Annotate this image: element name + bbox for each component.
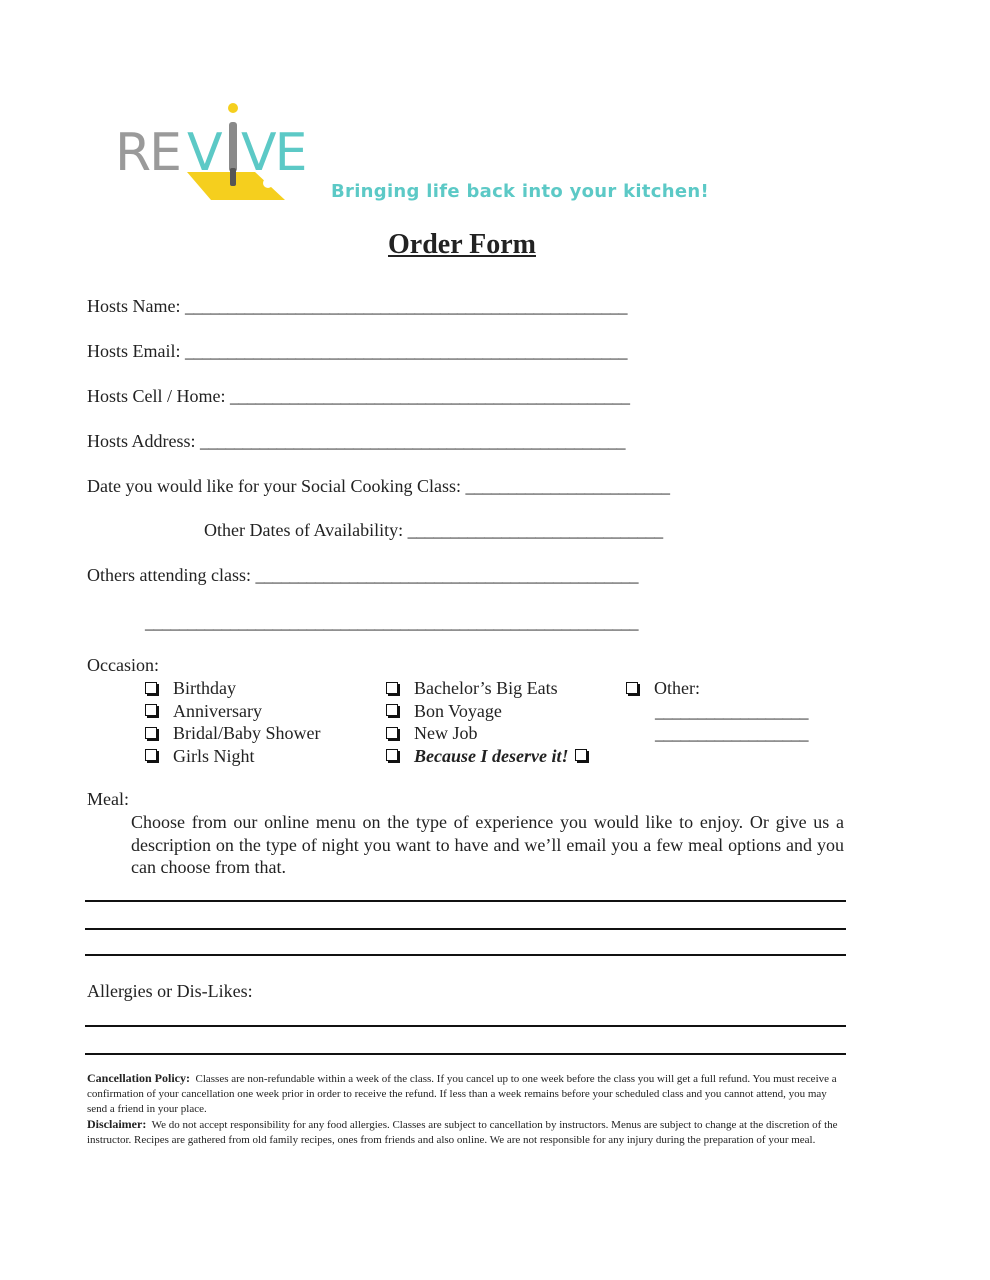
allergies-line-1[interactable] <box>85 1025 846 1027</box>
hosts-phone-field <box>87 386 630 407</box>
checkbox-icon[interactable] <box>145 727 157 739</box>
meal-line-3[interactable] <box>85 954 846 956</box>
occasion-option-bridal-baby-shower[interactable]: Bridal/Baby Shower <box>145 722 320 745</box>
hosts-email-label: Hosts Email: <box>87 341 181 361</box>
occasion-label: Occasion: <box>87 655 159 675</box>
hosts-email-blank[interactable]: ____________________________________________________ <box>185 341 627 361</box>
svg-text:VE: VE <box>241 123 306 183</box>
occasion-option-girls-night[interactable]: Girls Night <box>145 745 320 768</box>
allergies-line-2[interactable] <box>85 1053 846 1055</box>
others-attending-label: Others attending class: <box>87 565 251 585</box>
occasion-option-bon-voyage[interactable]: Bon Voyage <box>386 700 587 723</box>
disclaimer-label: Disclaimer: <box>87 1117 147 1131</box>
allergies-label: Allergies or Dis-Likes: <box>87 981 253 1001</box>
others-attending-field <box>87 565 638 586</box>
checkbox-icon[interactable] <box>575 749 587 761</box>
meal-description: Choose from our online menu on the type of experience you would like to enjoy. Or give us a description on the type of night you want to have and we’ll email you a few meal options and you can choose from that. <box>131 812 844 877</box>
checkbox-icon[interactable] <box>386 749 398 761</box>
occasion-option-anniversary[interactable]: Anniversary <box>145 700 320 723</box>
checkbox-icon[interactable] <box>145 749 157 761</box>
others-attending-blank[interactable]: _____________________________________________ <box>255 565 638 585</box>
meal-line-1[interactable] <box>85 900 846 902</box>
hosts-address-label: Hosts Address: <box>87 431 196 451</box>
checkbox-icon[interactable] <box>145 704 157 716</box>
brand-tagline: Bringing life back into your kitchen! <box>331 181 710 202</box>
hosts-name-blank[interactable]: ____________________________________________________ <box>185 296 627 316</box>
hosts-address-blank[interactable]: __________________________________________________ <box>200 431 626 451</box>
checkbox-icon[interactable] <box>145 682 157 694</box>
page-title: Order Form <box>388 229 536 260</box>
occasion-option-other[interactable]: Other: <box>626 677 808 700</box>
hosts-address-field <box>87 431 625 452</box>
occasion-option-birthday[interactable]: Birthday <box>145 677 320 700</box>
meal-label: Meal: <box>87 789 129 809</box>
occasion-option-bachelors-big-eats[interactable]: Bachelor’s Big Eats <box>386 677 587 700</box>
hosts-name-label: Hosts Name: <box>87 296 181 316</box>
disclaimer <box>87 1117 843 1148</box>
occasion-col-1 <box>145 677 320 767</box>
svg-text:RE: RE <box>115 123 180 183</box>
disclaimer-text: We do not accept responsibility for any food allergies. Classes are subject to cancellation by instructors. Menus are subject to change at the discretion of the instructor. Recipes are gathered from old family recipes, ones from friends and also online. We are not responsible for any injury during the preparation of your meal. <box>87 1119 838 1146</box>
hosts-phone-blank[interactable]: _______________________________________________ <box>230 386 630 406</box>
logo-graphic <box>115 100 320 205</box>
other-dates-field <box>204 520 663 541</box>
revive-logo <box>115 100 320 205</box>
others-attending-blank-2[interactable]: __________________________________________________________ <box>145 612 638 632</box>
class-date-label: Date you would like for your Social Cooking Class: <box>87 476 461 496</box>
hosts-name-field <box>87 296 627 317</box>
checkbox-icon[interactable] <box>386 727 398 739</box>
hosts-phone-label: Hosts Cell / Home: <box>87 386 226 406</box>
other-blank-1[interactable]: __________________ <box>655 700 808 721</box>
cancellation-policy-text: Classes are non-refundable within a week of the class. If you cancel up to one week before the class you will get a full refund. You must receive a confirmation of your cancellation one week prior in order to receive the refund. If less than a week remains before your scheduled class and you cannot attend, you may send a friend in your place. <box>87 1073 837 1115</box>
checkbox-icon[interactable] <box>386 704 398 716</box>
policy-section <box>87 1071 843 1148</box>
occasion-option-because-i-deserve-it[interactable]: Because I deserve it! <box>386 745 587 768</box>
class-date-field <box>87 476 669 497</box>
class-date-blank[interactable]: ________________________ <box>465 476 670 496</box>
meal-line-2[interactable] <box>85 928 846 930</box>
other-blank-2[interactable]: __________________ <box>655 723 808 743</box>
hosts-email-field <box>87 341 627 362</box>
cancellation-policy <box>87 1071 843 1117</box>
cancellation-policy-label: Cancellation Policy: <box>87 1071 190 1085</box>
other-dates-blank[interactable]: ______________________________ <box>407 520 663 540</box>
checkbox-icon[interactable] <box>386 682 398 694</box>
checkbox-icon[interactable] <box>626 682 638 694</box>
other-dates-label: Other Dates of Availability: <box>204 520 404 540</box>
occasion-col-2 <box>386 677 587 767</box>
occasion-col-3 <box>626 677 808 745</box>
svg-text:V: V <box>187 123 223 183</box>
occasion-option-new-job[interactable]: New Job <box>386 722 587 745</box>
